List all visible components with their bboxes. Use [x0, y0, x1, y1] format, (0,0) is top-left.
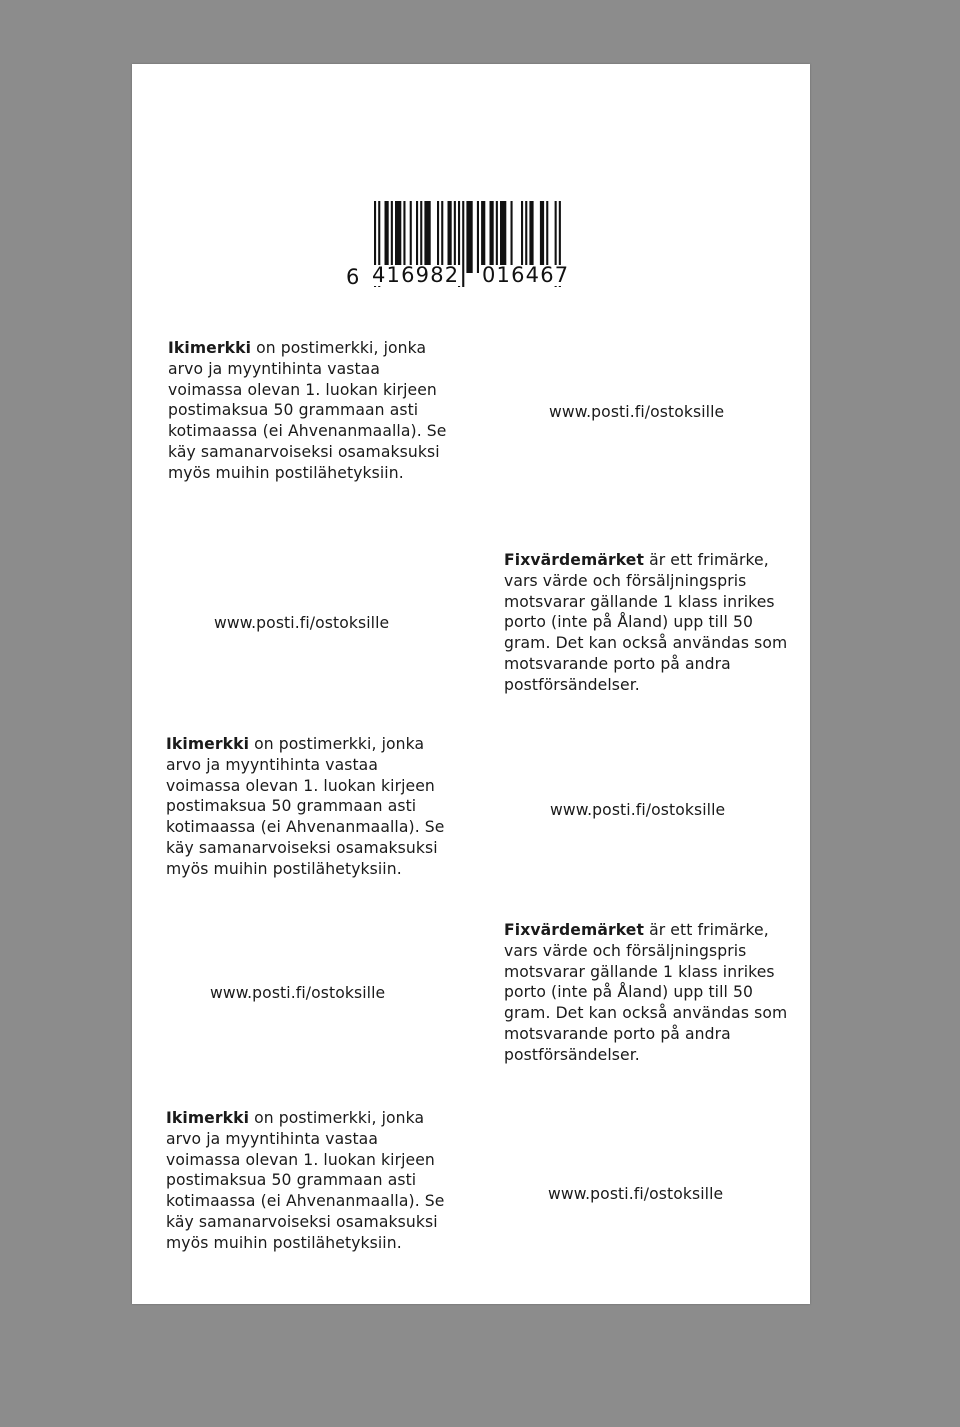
- finnish-description-1: [168, 338, 447, 484]
- swedish-description-2: [504, 920, 787, 1066]
- barcode-left-digits: 416982: [372, 263, 460, 287]
- barcode-right-digits: 016467: [482, 263, 570, 287]
- finnish-description-2: [166, 734, 445, 880]
- swedish-description-1: [504, 550, 787, 696]
- booklet-cover: [132, 64, 810, 1304]
- finnish-description-3: [166, 1108, 445, 1254]
- finnish-body: on postimerkki, jonka arvo ja myyntihinta vastaa voimassa olevan 1. luokan kirjeen postimaksua 50 grammaan asti kotimaassa (ei Ahvenanmaalla). Se käy samanarvoiseksi osamaksuksi myös muihin postilähetyksiin.: [168, 339, 447, 482]
- barcode-first-digit: 6: [346, 265, 361, 289]
- barcode: [346, 201, 602, 289]
- posti-url-1: www.posti.fi/ostoksille: [549, 403, 725, 421]
- finnish-term: Ikimerkki: [166, 735, 250, 753]
- posti-url-3: www.posti.fi/ostoksille: [550, 801, 726, 819]
- finnish-body: on postimerkki, jonka arvo ja myyntihinta vastaa voimassa olevan 1. luokan kirjeen postimaksua 50 grammaan asti kotimaassa (ei Ahvenanmaalla). Se käy samanarvoiseksi osamaksuksi myös muihin postilähetyksiin.: [166, 1109, 445, 1252]
- swedish-term: Fixvärdemärket: [504, 921, 645, 939]
- posti-url-4: www.posti.fi/ostoksille: [210, 984, 386, 1002]
- barcode-bar: [477, 201, 479, 273]
- swedish-term: Fixvärdemärket: [504, 551, 645, 569]
- finnish-term: Ikimerkki: [166, 1109, 250, 1127]
- posti-url-2: www.posti.fi/ostoksille: [214, 614, 390, 632]
- posti-url-5: www.posti.fi/ostoksille: [548, 1185, 724, 1203]
- barcode-bar: [462, 201, 464, 287]
- swedish-body: är ett frimärke, vars värde och försäljningspris motsvarar gällande 1 klass inrikes porto (inte på Åland) upp till 50 gram. Det kan också användas som motsvarande porto på andra postförsändelser.: [504, 551, 788, 694]
- swedish-body: är ett frimärke, vars värde och försäljningspris motsvarar gällande 1 klass inrikes porto (inte på Åland) upp till 50 gram. Det kan också användas som motsvarande porto på andra postförsändelser.: [504, 921, 788, 1064]
- finnish-term: Ikimerkki: [168, 339, 252, 357]
- barcode-bar: [466, 201, 472, 273]
- finnish-body: on postimerkki, jonka arvo ja myyntihinta vastaa voimassa olevan 1. luokan kirjeen postimaksua 50 grammaan asti kotimaassa (ei Ahvenanmaalla). Se käy samanarvoiseksi osamaksuksi myös muihin postilähetyksiin.: [166, 735, 445, 878]
